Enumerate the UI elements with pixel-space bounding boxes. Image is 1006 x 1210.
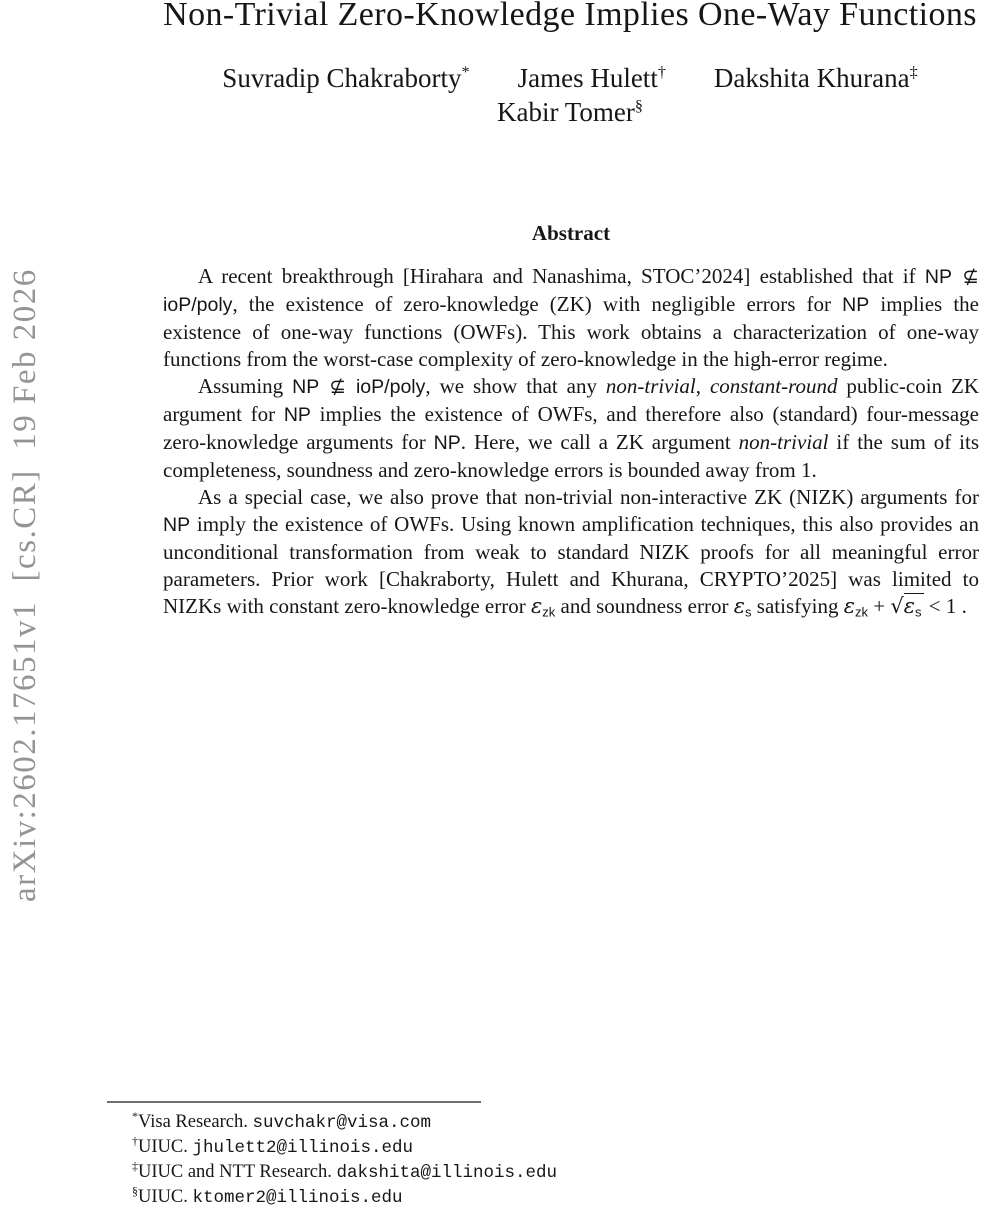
text-segment: √ bbox=[890, 594, 904, 619]
footnotes-section bbox=[107, 1101, 747, 1210]
text-segment: if the sum of its completeness, soundness and zero-knowledge errors is bounded away from 1. bbox=[163, 430, 979, 483]
author-footnote-mark: * bbox=[461, 63, 470, 81]
text-segment: and soundness error bbox=[555, 594, 734, 619]
text-segment: non-trivial bbox=[738, 430, 829, 455]
footnote-visa bbox=[107, 1110, 747, 1135]
text-segment: ioP/poly bbox=[163, 294, 233, 317]
text-segment: NP bbox=[163, 514, 191, 537]
author-footnote-mark: § bbox=[634, 97, 643, 116]
text-segment: implies the existence of one-way functions (OWFs). This work obtains a characterization of one-way functions from the worst-case complexity of zero-knowledge in the high-error regime. bbox=[163, 292, 979, 372]
footnote-rule bbox=[107, 1101, 481, 1103]
text-segment: NP bbox=[283, 404, 311, 427]
text-segment: , we show that any bbox=[425, 374, 606, 399]
author-footnote-mark: ‡ bbox=[909, 63, 918, 81]
footnote-affiliation: Visa Research. bbox=[138, 1112, 248, 1132]
text-segment: A recent breakthrough [Hirahara and Nanashima, STOC’2024] established that if bbox=[198, 264, 925, 289]
footnote-uiuc-tomer bbox=[107, 1185, 747, 1210]
text-segment: εzk bbox=[530, 594, 556, 620]
text-segment: NP bbox=[842, 294, 870, 317]
text-segment: NP bbox=[292, 376, 320, 399]
footnote-email: jhulett2@illinois.edu bbox=[192, 1138, 414, 1158]
footnote-mark: ‡ bbox=[132, 1158, 138, 1173]
text-segment: public-coin ZK argument for bbox=[163, 374, 979, 427]
footnote-uiuc-ntt-khurana bbox=[107, 1160, 747, 1185]
text-segment: ⊈ bbox=[951, 264, 979, 289]
text-segment: constant-round bbox=[709, 374, 838, 399]
text-segment: As a special case, we also prove that non-trivial non-interactive ZK (NIZK) arguments for bbox=[198, 485, 979, 510]
paper-page bbox=[132, 0, 1005, 1208]
text-segment: NP bbox=[433, 432, 461, 455]
text-segment: . Here, we call a ZK argument bbox=[460, 430, 739, 455]
text-segment: , bbox=[695, 374, 710, 399]
abstract-section bbox=[163, 221, 979, 626]
footnote-uiuc-hulett bbox=[107, 1135, 747, 1160]
text-segment: εs bbox=[733, 594, 752, 620]
text-segment: implies the existence of OWFs, and therefore also (standard) four-message zero-knowledge arguments for bbox=[163, 402, 979, 455]
text-segment: ioP/poly bbox=[355, 376, 426, 399]
arxiv-stamp: arXiv:2602.17651v1 [cs.CR] 19 Feb 2026 bbox=[7, 268, 43, 902]
author-tomer bbox=[497, 97, 643, 127]
footnote-email: dakshita@illinois.edu bbox=[336, 1163, 558, 1183]
text-segment: εzk bbox=[843, 594, 868, 620]
author-name: Suvradip Chakraborty bbox=[222, 63, 462, 93]
text-segment: , the existence of zero-knowledge (ZK) with negligible errors for bbox=[232, 292, 843, 317]
author-name: James Hulett bbox=[517, 63, 658, 93]
text-segment: < 1 . bbox=[923, 594, 967, 619]
text-segment: ⊈ bbox=[319, 374, 356, 399]
abstract-heading: Abstract bbox=[531, 221, 611, 246]
text-segment: + bbox=[868, 594, 891, 619]
author-footnote-mark: † bbox=[657, 63, 666, 81]
text-segment: imply the existence of OWFs. Using known amplification techniques, this also provides an unconditional transformation from weak to standard NIZK proofs for all meaningful error parameters. Prior work [Chakraborty, Hulett and Khurana, CRYPTO’2025] was limited to NIZKs with constant zero-knowledge error bbox=[163, 512, 979, 619]
math-subscript: s bbox=[745, 604, 752, 620]
abstract-paragraph-2 bbox=[163, 373, 979, 484]
text-segment: NP bbox=[924, 266, 952, 289]
author-chakraborty bbox=[222, 63, 469, 94]
text-segment: Assuming bbox=[198, 374, 293, 399]
author-list-row-1 bbox=[135, 63, 1005, 94]
author-khurana bbox=[714, 63, 918, 94]
paper-title: Non-Trivial Zero-Knowledge Implies One-Way Functions bbox=[163, 0, 977, 33]
text-segment: satisfying bbox=[751, 594, 844, 619]
math-subscript: zk bbox=[542, 604, 556, 620]
author-hulett bbox=[518, 63, 666, 94]
abstract-paragraph-3 bbox=[163, 484, 979, 626]
footnote-mark: § bbox=[132, 1183, 138, 1198]
footnote-affiliation: UIUC. bbox=[138, 1137, 188, 1157]
footnote-email: suvchakr@visa.com bbox=[252, 1113, 431, 1133]
author-name: Dakshita Khurana bbox=[713, 63, 910, 93]
math-subscript: s bbox=[915, 604, 922, 620]
text-segment: εs bbox=[903, 594, 922, 620]
math-subscript: zk bbox=[854, 604, 868, 620]
abstract-paragraph-1 bbox=[163, 263, 979, 373]
author-name: Kabir Tomer bbox=[497, 97, 635, 128]
author-list-row-2 bbox=[135, 97, 1005, 128]
text-segment: non-trivial bbox=[605, 374, 696, 399]
footnote-mark: † bbox=[132, 1133, 138, 1148]
footnote-affiliation: UIUC and NTT Research. bbox=[138, 1162, 332, 1182]
footnote-mark: * bbox=[132, 1108, 138, 1123]
footnote-affiliation: UIUC. bbox=[138, 1187, 188, 1207]
footnote-email: ktomer2@illinois.edu bbox=[192, 1188, 403, 1208]
